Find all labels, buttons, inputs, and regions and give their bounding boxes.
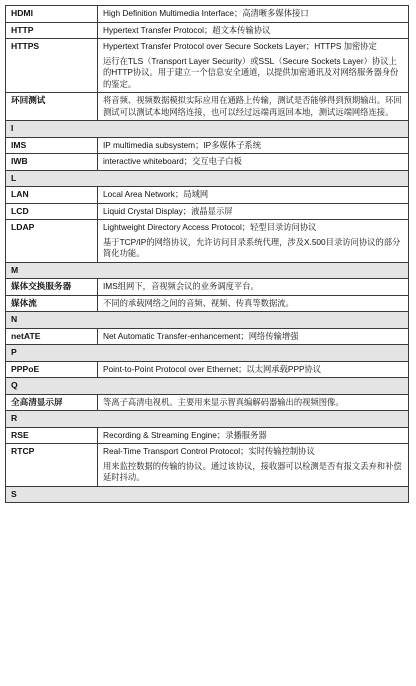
glossary-entry-row xyxy=(6,361,409,378)
definition-text: Real-Time Transport Control Protocol；实时传输控制协议 xyxy=(103,446,315,456)
definition-text: IMS组网下，音视频会议的业务调度平台。 xyxy=(103,281,259,291)
section-header-row xyxy=(6,170,409,187)
section-letter: R xyxy=(6,411,409,428)
glossary-table xyxy=(5,5,409,503)
term-cell: LCD xyxy=(6,203,98,220)
definition-cell xyxy=(98,39,409,93)
term-cell: HTTP xyxy=(6,22,98,39)
glossary-entry-row xyxy=(6,39,409,93)
definition-cell xyxy=(98,361,409,378)
section-letter: L xyxy=(6,170,409,187)
definition-text: 不同的承载网络之间的音频、视频、传真等数据流。 xyxy=(103,297,294,308)
glossary-entry-row xyxy=(6,295,409,312)
term-cell: HDMI xyxy=(6,6,98,23)
definition-text: Lightweight Directory Access Protocol；轻型目录访问协议 xyxy=(103,222,317,232)
definition-cell xyxy=(98,444,409,487)
definition-text: High Definition Multimedia Interface；高清晰多媒体接口 xyxy=(103,8,309,18)
definition-cell xyxy=(98,394,409,411)
glossary-entry-row xyxy=(6,6,409,23)
definition-text: IP multimedia subsystem；IP多媒体子系统 xyxy=(103,139,261,150)
definition-text: 将音频、视频数据模拟实际应用在通路上传输，测试是否能够得到预期输出。环回测试可以测试本地网络连接，也可以经过远端再返回本地，测试远端网络连接。 xyxy=(103,95,402,117)
glossary-entry-row xyxy=(6,427,409,444)
definition-cell xyxy=(98,328,409,345)
term-cell: PPPoE xyxy=(6,361,98,378)
definition-cell xyxy=(98,154,409,171)
definition-text: 运行在TLS（Transport Layer Security）或SSL（Secure Sockets Layer）协议上的HTTP协议。用于建立一个信息安全通道，以提供加密通讯及对网络服务器身份的鉴定。 xyxy=(103,55,399,89)
term-cell: netATE xyxy=(6,328,98,345)
definition-cell xyxy=(98,187,409,204)
definition-cell xyxy=(98,427,409,444)
section-letter: P xyxy=(6,345,409,362)
section-letter: S xyxy=(6,486,409,503)
definition-text: 用来监控数据的传输的协议。通过该协议，接收器可以检测是否有报文丢弃和补偿延时抖动。 xyxy=(103,460,402,482)
section-header-row xyxy=(6,312,409,329)
definition-cell xyxy=(98,6,409,23)
definition-text: Liquid Crystal Display；液晶显示屏 xyxy=(103,205,233,216)
glossary-entry-row xyxy=(6,154,409,171)
glossary-entry-row xyxy=(6,137,409,154)
section-header-row xyxy=(6,262,409,279)
definition-text: 基于TCP/IP的网络协议，允许访问目录系统代理，涉及X.500目录访问协议的部分简化功能。 xyxy=(103,236,401,258)
section-header-row xyxy=(6,486,409,503)
section-header-row xyxy=(6,345,409,362)
term-cell: RSE xyxy=(6,427,98,444)
definition-text: Net Automatic Transfer-enhancement；网络传输增强 xyxy=(103,330,299,341)
glossary-entry-row xyxy=(6,444,409,487)
section-letter: M xyxy=(6,262,409,279)
glossary-entry-row xyxy=(6,187,409,204)
definition-text: Hypertext Transfer Protocol over Secure Sockets Layer；HTTPS 加密协定 xyxy=(103,41,377,51)
term-cell: LAN xyxy=(6,187,98,204)
definition-text: Hypertext Transfer Protocol；超文本传输协议 xyxy=(103,24,271,35)
definition-cell xyxy=(98,220,409,263)
glossary-entry-row xyxy=(6,279,409,296)
section-header-row xyxy=(6,411,409,428)
definition-cell xyxy=(98,93,409,121)
term-cell: 媒体交换服务器 xyxy=(6,279,98,296)
term-cell: IMS xyxy=(6,137,98,154)
section-header-row xyxy=(6,378,409,395)
definition-cell xyxy=(98,295,409,312)
term-cell: RTCP xyxy=(6,444,98,487)
definition-cell xyxy=(98,279,409,296)
term-cell: LDAP xyxy=(6,220,98,263)
section-letter: N xyxy=(6,312,409,329)
term-cell: 环回测试 xyxy=(6,93,98,121)
definition-text: Local Area Network；局域网 xyxy=(103,189,209,199)
definition-cell xyxy=(98,203,409,220)
definition-text: interactive whiteboard；交互电子白板 xyxy=(103,156,242,166)
glossary-body xyxy=(6,6,409,503)
definition-cell xyxy=(98,22,409,39)
section-letter: I xyxy=(6,121,409,138)
section-header-row xyxy=(6,121,409,138)
section-letter: Q xyxy=(6,378,409,395)
glossary-entry-row xyxy=(6,328,409,345)
definition-text: Point-to-Point Protocol over Ethernet；以太网承载PPP协议 xyxy=(103,363,322,374)
definition-text: Recording & Streaming Engine；录播服务器 xyxy=(103,429,267,440)
glossary-entry-row xyxy=(6,203,409,220)
term-cell: 全高清显示屏 xyxy=(6,394,98,411)
glossary-entry-row xyxy=(6,93,409,121)
term-cell: IWB xyxy=(6,154,98,171)
glossary-entry-row xyxy=(6,220,409,263)
glossary-entry-row xyxy=(6,22,409,39)
term-cell: HTTPS xyxy=(6,39,98,93)
definition-text: 等离子高清电视机。主要用来显示智真编解码器输出的视频图像。 xyxy=(103,396,344,407)
term-cell: 媒体流 xyxy=(6,295,98,312)
glossary-entry-row xyxy=(6,394,409,411)
definition-cell xyxy=(98,137,409,154)
